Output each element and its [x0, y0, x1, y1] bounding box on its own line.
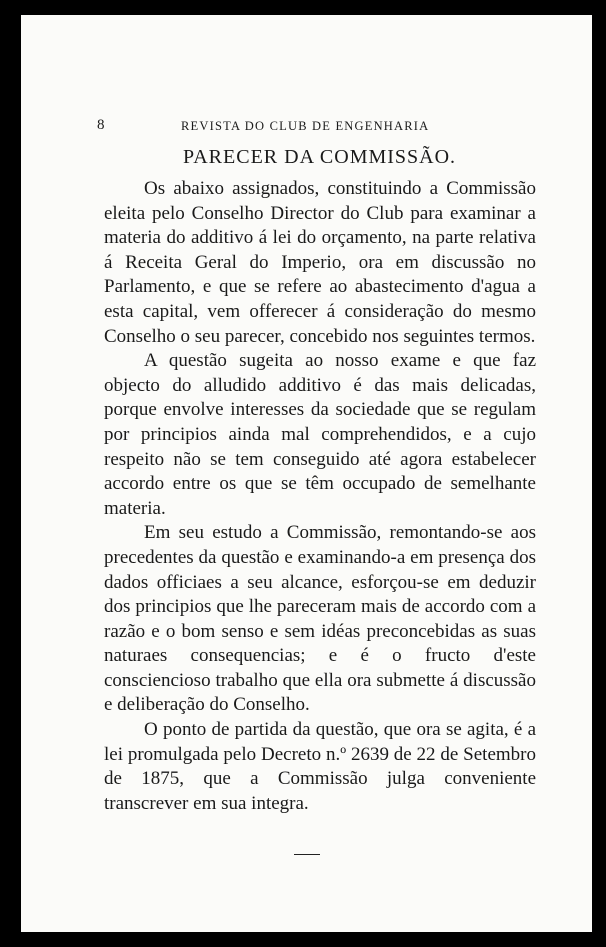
- paragraph-3: Em seu estudo a Commissão, remontando-se aos precedentes da questão e examinando-a em presença dos dados officiaes a seu alcance, esforçou-se em deduzir dos principios que lhe pareceram mais de accordo com a razão e o bom senso e sem idéas preconcebidas as suas naturaes consequencias; e é o fructo d'este consciencioso trabalho que ella ora submette á discussão e deliberação do Conselho.: [104, 522, 536, 716]
- body-text: [104, 177, 536, 816]
- section-divider: [294, 854, 320, 855]
- paragraph-1: Os abaixo assignados, constituindo a Commissão eleita pelo Conselho Director do Club para examinar a materia do additivo á lei do orçamento, na parte relativa á Receita Geral do Imperio, ora em discussão no Parlamento, e que se refere ao abastecimento d'agua a esta capital, vem offerecer á consideração do mesmo Conselho o seu parecer, concebido nos seguintes termos.: [104, 178, 536, 347]
- running-head: REVISTA DO CLUB DE ENGENHARIA: [181, 119, 430, 133]
- paragraph-2: A questão sugeita ao nosso exame e que faz objecto do alludido additivo é das mais delicadas, porque envolve interesses da sociedade que se regulam por principios ainda mal comprehendidos, e a cujo respeito não se tem conseguido até agora estabelecer accordo entre os que se têm occupado de semelhante materia.: [104, 350, 536, 519]
- book-page: [21, 15, 592, 932]
- page-number: 8: [97, 117, 105, 133]
- paragraph-4: O ponto de partida da questão, que ora se agita, é a lei promulgada pelo Decreto n.º 2639 de 22 de Setembro de 1875, que a Commissão julga conveniente transcrever em sua integra.: [104, 719, 536, 814]
- section-title: PARECER DA COMMISSÃO.: [182, 146, 457, 168]
